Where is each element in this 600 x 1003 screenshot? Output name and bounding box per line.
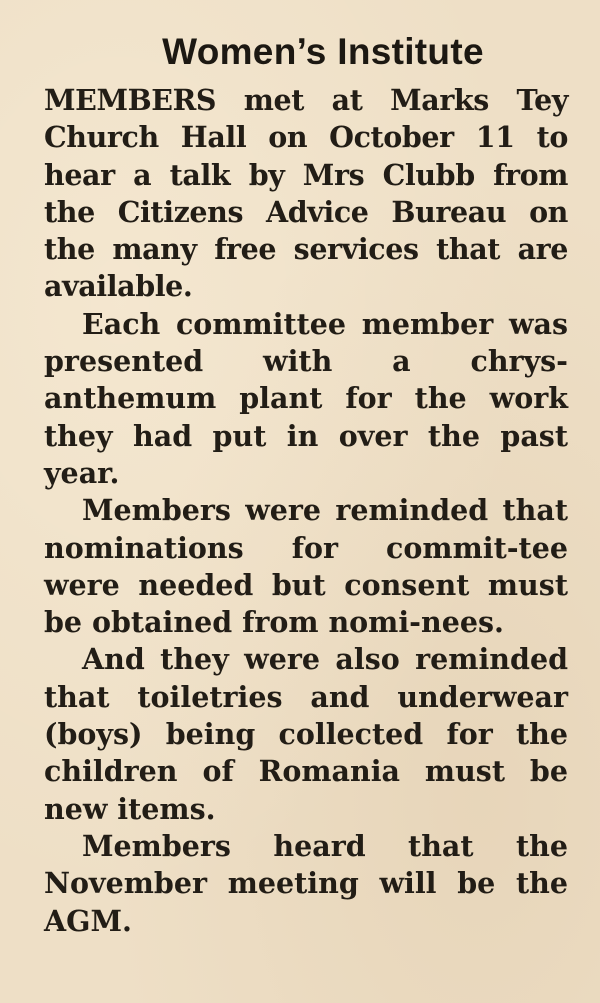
paragraph-5: Members heard that the November meeting will be the AGM. <box>44 828 568 938</box>
paragraph-3: Members were reminded that nominations for commit-tee were needed but consent must be obtained from nomi-nees. <box>44 493 568 640</box>
article-body <box>44 82 568 940</box>
paragraph-1: MEMBERS met at Marks Tey Church Hall on October 11 to hear a talk by Mrs Clubb from the Citizens Advice Bureau on the many free services that are available. <box>44 83 568 304</box>
article-headline: Women’s Institute <box>162 31 484 72</box>
paragraph-2: Each committee member was presented with a chrys-anthemum plant for the work they had put in over the past year. <box>44 306 568 490</box>
paragraph-4: And they were also reminded that toiletries and underwear (boys) being collected for the children of Romania must be new items. <box>44 642 568 826</box>
